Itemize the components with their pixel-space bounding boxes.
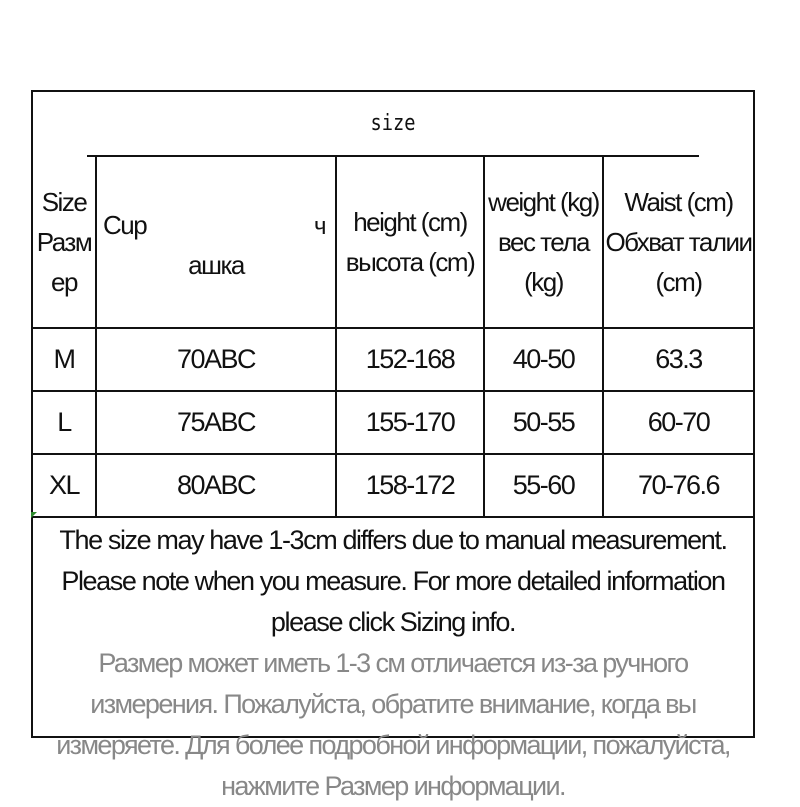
corner-mark [31, 512, 37, 518]
note-russian: Размер может иметь 1-3 см отличается из-за ручного измерения. Пожалуйста, обратите внимание, когда вы измеряете. Для более подробной информации, пожалуйста, нажмите Размер информации. [56, 648, 730, 801]
header-height-line-1: height (cm) [353, 207, 467, 237]
table-cell-cup: 80ABC [97, 455, 337, 518]
header-size-line-2: Разм [36, 227, 92, 257]
table-cell-height: 155-170 [337, 392, 485, 455]
header-height-line-2: высота (cm) [345, 247, 475, 277]
note-english: The size may have 1-3cm differs due to manual measurement. Please note when you measure. For more detailed information please click Sizing info. [59, 525, 727, 637]
header-cup-bottom: ашка [188, 250, 244, 280]
size-chart-table [31, 90, 755, 801]
header-cup [97, 157, 337, 329]
header-weight [485, 157, 604, 329]
header-size [33, 157, 97, 329]
table-cell-cup: 70ABC [97, 329, 337, 392]
size-notes [33, 518, 753, 807]
header-height [337, 157, 485, 329]
table-cell-height: 158-172 [337, 455, 485, 518]
table-cell-weight: 55-60 [485, 455, 604, 518]
header-cup-right: ч [313, 213, 325, 240]
table-grid [33, 157, 753, 518]
table-cell-size: XL [33, 455, 97, 518]
table-cell-size: L [33, 392, 97, 455]
header-size-line-1: Size [41, 187, 87, 217]
table-cell-waist: 63.3 [604, 329, 753, 392]
table-title: size [87, 92, 699, 157]
table-cell-waist: 70-76.6 [604, 455, 753, 518]
table-cell-waist: 60-70 [604, 392, 753, 455]
header-weight-line-2: вес тела [497, 227, 590, 257]
header-waist [604, 157, 753, 329]
table-cell-height: 152-168 [337, 329, 485, 392]
header-waist-line-2: Обхват талии [605, 227, 752, 257]
header-weight-line-1: weight (kg) [488, 187, 599, 217]
table-cell-cup: 75ABC [97, 392, 337, 455]
header-size-line-3: ер [51, 267, 77, 297]
header-waist-line-3: (cm) [655, 267, 702, 297]
header-cup-left: Cup [103, 210, 147, 240]
header-weight-line-3: (kg) [524, 267, 563, 297]
table-cell-weight: 50-55 [485, 392, 604, 455]
header-waist-line-1: Waist (cm) [624, 187, 733, 217]
table-cell-size: M [33, 329, 97, 392]
table-cell-weight: 40-50 [485, 329, 604, 392]
